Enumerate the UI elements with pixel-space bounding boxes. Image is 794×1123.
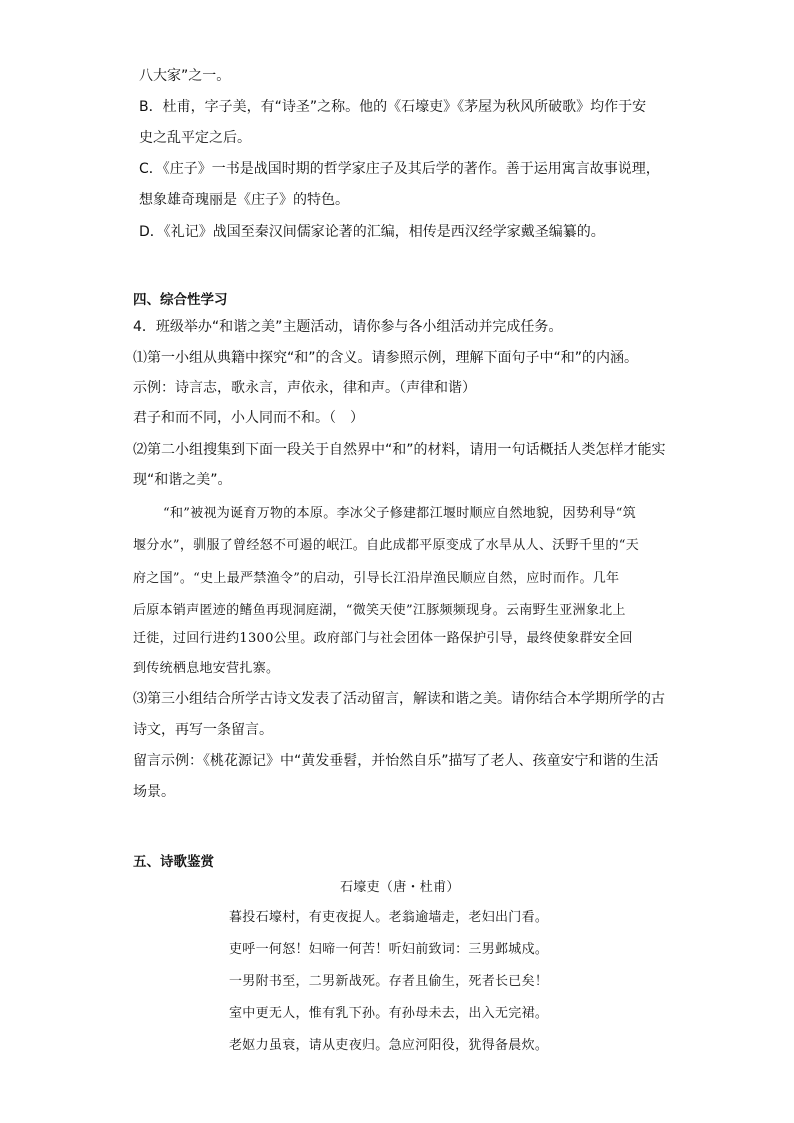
- poem-line: 老妪力虽衰，请从吏夜归。急应河阳役，犹得备晨炊。: [229, 1038, 549, 1053]
- poem-line: 室中更无人，惟有乳下孙。有孙母未去，出入无完裙。: [229, 1006, 549, 1021]
- material-line: 迁徙，过回行进约1300公里。政府部门与社会团体一路保护引导，最终使象群安全回: [133, 631, 633, 646]
- poem-line: 吏呼一何怒！妇啼一何苦！听妇前致词：三男邺城戍。: [229, 942, 549, 957]
- material-line: 府之国”。“史上最严禁渔令”的启动，引导长江沿岸渔民顺应自然，应时而作。几年: [133, 571, 620, 586]
- material-line: “和”被视为诞育万物的本原。李冰父子修建都江堰时顺应自然地貌，因势利导“筑: [163, 506, 637, 521]
- option-d-line1: D．《礼记》战国至秦汉间儒家论著的汇编，相传是西汉经学家戴圣编纂的。: [139, 224, 605, 240]
- option-b-line2: 史之乱平定之后。: [139, 130, 251, 146]
- material-line: 到传统栖息地安营扎寨。: [133, 661, 280, 676]
- part2-prompt-line2: 现“和谐之美”。: [133, 472, 232, 488]
- part1-sentence: 君子和而不同，小人同而不和。（ ）: [133, 410, 364, 426]
- material-line: 后原本销声匿迹的鳍鱼再现洞庭湖，“微笑天使”江豚频频现身。云南野生亚洲象北上: [133, 603, 626, 618]
- section4-heading: 四、综合性学习: [133, 292, 228, 308]
- question4-intro: 4．班级举办“和谐之美”主题活动，请你参与各小组活动并完成任务。: [133, 319, 563, 335]
- option-c-line1: C．《庄子》一书是战国时期的哲学家庄子及其后学的著作。善于运用寓言故事说理，: [139, 161, 660, 177]
- part3-example-line1: 留言示例：《桃花源记》中“黄发垂髫，并怡然自乐”描写了老人、孩童安宁和谐的生活: [133, 753, 659, 769]
- part3-prompt-line2: 诗文，再写一条留言。: [133, 722, 273, 738]
- option-c-line2: 想象雄奇瑰丽是《庄子》的特色。: [139, 192, 349, 208]
- part1-example: 示例：诗言志，歌永言，声依永，律和声。（声律和谐）: [133, 380, 476, 396]
- part1-prompt: ⑴第一小组从典籍中探究“和”的含义。请参照示例，理解下面句子中“和”的内涵。: [133, 350, 639, 366]
- material-line: 堰分水”，驯服了曾经怒不可遏的岷江。自此成都平原变成了水旱从人、沃野千里的“天: [133, 538, 639, 553]
- section5-heading: 五、诗歌鉴赏: [133, 854, 214, 870]
- part2-prompt-line1: ⑵第二小组搜集到下面一段关于自然界中“和”的材料，请用一句话概括人类怎样才能实: [133, 442, 666, 458]
- option-a-continued: 八大家”之一。: [139, 68, 231, 84]
- poem-line: 一男附书至，二男新战死。存者且偷生，死者长已矣！: [229, 974, 549, 989]
- part3-prompt-line1: ⑶第三小组结合所学古诗文发表了活动留言，解读和谐之美。请你结合本学期所学的古: [133, 691, 665, 707]
- poem-line: 暮投石壕村，有吏夜捉人。老翁逾墙走，老妇出门看。: [229, 910, 549, 925]
- poem-title: 石壕吏（唐・杜甫）: [340, 880, 460, 895]
- part3-example-line2: 场景。: [133, 784, 175, 800]
- option-b-line1: B．杜甫，字子美，有“诗圣”之称。他的《石壕吏》《茅屋为秋风所破歌》均作于安: [139, 99, 647, 115]
